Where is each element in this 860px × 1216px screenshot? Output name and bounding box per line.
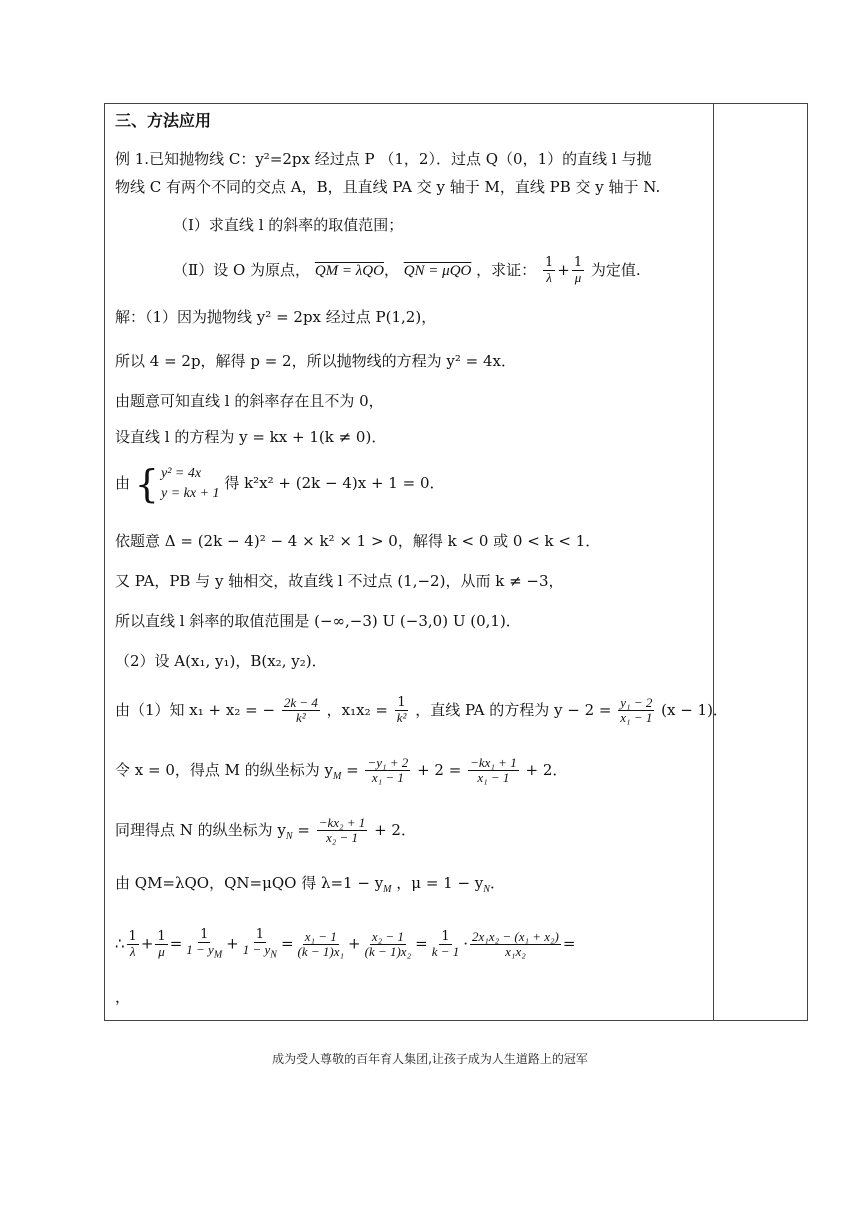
solution-line-2: 所以 4 = 2p，解得 p = 2，所以抛物线的方程为 y² = 4x． [115, 352, 516, 370]
s11-b: + 2 = [417, 760, 462, 779]
frac-ym-1: $\frac{\text{−y₁ + 2}}{\text{x₁ − 1}}$ [367, 755, 409, 786]
solution-line-15: ， [115, 988, 131, 1006]
content-table [104, 103, 808, 1021]
system-eq-2: y = kx + 1 [160, 486, 220, 501]
frac-product: $\frac{1}{\text{k²}}$ [396, 695, 407, 726]
solution-line-8: 所以直线 l 斜率的取值范围是 (−∞,−3) U (−3,0) U (0,1)． [115, 612, 521, 630]
frac-yn: $\frac{\text{−kx₂ + 1}}{\text{x₂ − 1}}$ [318, 815, 366, 846]
equation-system: { y² = 4x y = kx + 1 [134, 462, 220, 506]
s5-prefix: 由 [115, 474, 131, 492]
s11-a: 令 x = 0，得点 M 的纵坐标为 y [115, 760, 334, 779]
solution-line-13: 由 QM=λQO，QN=μQO 得 $\lambda=1 - y_M$ ，$\mu = 1 - y_N$． [115, 874, 505, 895]
system-eq-1: y² = 4x [160, 466, 202, 481]
solution-line-5 [115, 464, 445, 504]
s13-b: ，μ = 1 − y [396, 874, 484, 892]
page-footer: 成为受人尊敬的百年育人集团,让孩子成为人生道路上的冠军 [272, 1052, 588, 1066]
frac-1-mu: $\frac{1}{\mu}$ [573, 255, 583, 286]
question-part-1: （Ⅰ）求直线 l 的斜率的取值范围； [173, 216, 404, 234]
part2-suffix: ，求证： [476, 260, 537, 279]
s5-suffix: 得 k²x² + (2k − 4)x + 1 = 0． [224, 474, 445, 492]
s13-a: 由 QM=λQO，QN=μQO 得 λ=1 − y [115, 874, 384, 892]
solution-line-12: 同理得点 N 的纵坐标为 $y_N$ = $\frac{\text{−kx₂ + 1}}{\text{x₂ − 1}}$ + 2． [115, 815, 416, 846]
example-line-2: 物线 C 有两个不同的交点 A，B，且直线 PA 交 y 轴于 M，直线 PB 交 y 轴于 N. [115, 178, 661, 196]
question-part-2: （Ⅱ）设 O 为原点， QM = λQO， QN = μQO ，求证： $\frac{1}{\lambda}$ + $\frac{1}{\mu}$ 为定值. [173, 255, 641, 286]
part2-end: 为定值. [590, 260, 641, 279]
solution-line-1: 解：（1）因为抛物线 y² = 2px 经过点 P(1,2)， [115, 308, 437, 326]
frac-1-lambda: $\frac{1}{\lambda}$ [544, 255, 554, 286]
solution-line-10 [115, 696, 728, 726]
solution-line-9: （2）设 A(x₁, y₁)，B(x₂, y₂)． [115, 652, 327, 670]
solution-line-4: 设直线 l 的方程为 y = kx + 1(k ≠ 0)． [115, 428, 387, 446]
vector-eq-2: QN = μQO [403, 262, 472, 279]
solution-line-11: 令 x = 0，得点 M 的纵坐标为 $y_M$ = $\frac{\text{−y₁ + 2}}{\text{x₁ − 1}}$ + 2 = $\frac{\text{−kx₁ + 1}}{\text{x₁ − 1}}$ + 2． [115, 755, 568, 786]
column-divider [713, 104, 714, 1020]
frac-slope-pa: $\frac{\text{y₁ − 2}}{\text{x₁ − 1}}$ [620, 695, 653, 726]
solution-line-3: 由题意可知直线 l 的斜率存在且不为 0， [115, 392, 384, 410]
example-line-1: 例 1.已知抛物线 C：y²=2px 经过点 P （1，2）．过点 Q（0，1）的直线 l 与抛 [115, 150, 652, 168]
solution-line-7: 又 PA，PB 与 y 轴相交，故直线 l 不过点 (1,−2)，从而 k ≠ −3， [115, 572, 564, 590]
section-title: 三、方法应用 [115, 111, 212, 130]
s10-d: (x − 1)． [661, 700, 728, 719]
s12-a: 同理得点 N 的纵坐标为 y [115, 820, 286, 839]
frac-sum: $\frac{2k - 4}{\text{k²}}$ [283, 695, 318, 726]
s10-b: ，x₁x₂ = [326, 700, 388, 719]
s10-a: 由（1）知 x₁ + x₂ = − [115, 700, 276, 719]
part2-prefix: （Ⅱ）设 O 为原点， [173, 260, 311, 279]
vector-eq-1: QM = λQO [314, 262, 384, 279]
frac-ym-2: $\frac{\text{−kx₁ + 1}}{\text{x₁ − 1}}$ [470, 755, 517, 786]
s11-c: + 2． [525, 760, 568, 779]
solution-line-14: ∴ $\frac{1}{\lambda}$ + $\frac{1}{\mu}$ = $\frac{1}{1 - y_M}$ + $\frac{1}{1 - y_N}$ = $\frac{\text{x₁ − 1}}{\text{(k − 1)x₁}}$ + $\frac{\text{x₂ − 1}}{\text{(k − 1)x₂}}$ = $\frac{1}{k - 1}$ · $\frac{\text{2x₁x₂ − (x₁ + x₂)}}{\text{x₁x₂}}$ = [115, 927, 576, 961]
solution-line-6: 依题意 Δ = (2k − 4)² − 4 × k² × 1 > 0，解得 k < 0 或 0 < k < 1． [115, 532, 601, 550]
s10-c: ，直线 PA 的方程为 y − 2 = [415, 700, 612, 719]
s12-b: + 2． [374, 820, 416, 839]
